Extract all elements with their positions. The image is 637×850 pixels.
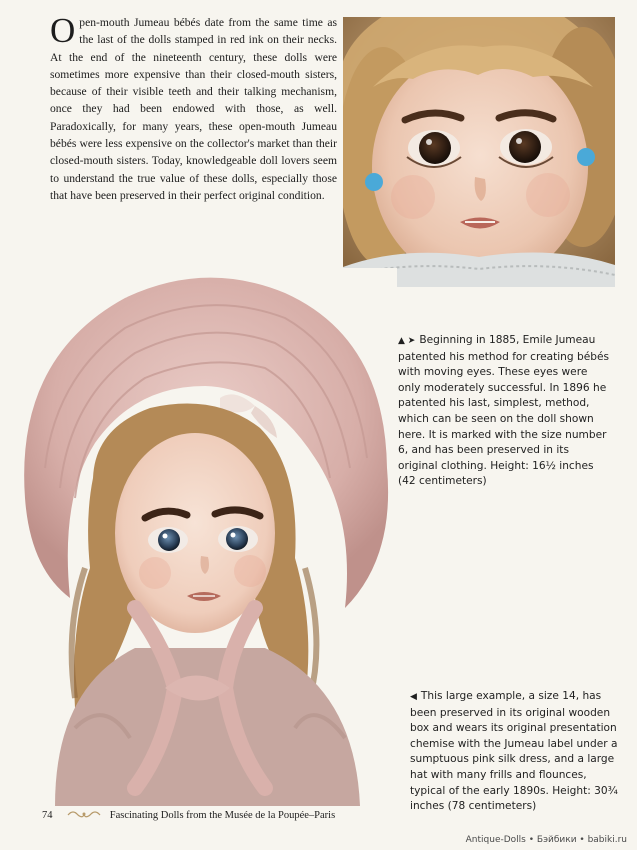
page-footer [42,809,562,822]
doll-face-closeup-photo [343,17,615,287]
intro-text: pen-mouth Jumeau bébés date from the same time as the last of the dolls stamped in red ink on their necks. At the end of the nineteenth century, these dolls were sometimes more expensive than their closed-mouth sisters, because of their visible teeth and their talking mechanism, once they had been endowed with those, as well. Paradoxically, for many years, these open-mouth Jumeau bébés were less expensive on the collector's market than their closed-mouth sisters. Today, knowledgeable doll lovers seem to understand the true value of these dolls, especially those that have been preserved in their perfect original condition. [50,16,337,202]
caption-arrow-left: ◀ [410,692,417,702]
page-number: 74 [42,809,53,821]
caption-text: This large example, a size 14, has been preserved in its original wooden box and wears its original presentation chemise with the Jumeau label under a sumptuous pink silk dress, and a large hat with many frills and flounces, typical of the early 1890s. Height: 30¾ inches (78 centimeters) [410,690,618,813]
doll-with-pink-bonnet-photo [15,268,397,806]
drop-cap: O [50,11,76,50]
doll-face-closeup-illustration [343,17,615,287]
watermark: Antique-Dolls • Бэйбики • babiki.ru [465,835,627,845]
caption-moving-eyes [398,333,611,490]
intro-paragraph [50,11,337,204]
flourish-ornament-icon [67,809,101,822]
caption-arrows-up-right: ▲ ➤ [398,336,416,346]
doll-with-pink-bonnet-illustration [15,268,397,806]
book-title: Fascinating Dolls from the Musée de la Poupée–Paris [109,809,336,821]
caption-text: Beginning in 1885, Emile Jumeau patented his method for creating bébés with moving eyes. These eyes were only moderately successful. In 1896 he patented his last, simplest, method, which can be seen on the doll shown here. It is marked with the size number 6, and has been preserved in its original clothing. Height: 16½ inches (42 centimeters) [398,334,609,488]
caption-size-14 [410,689,620,815]
